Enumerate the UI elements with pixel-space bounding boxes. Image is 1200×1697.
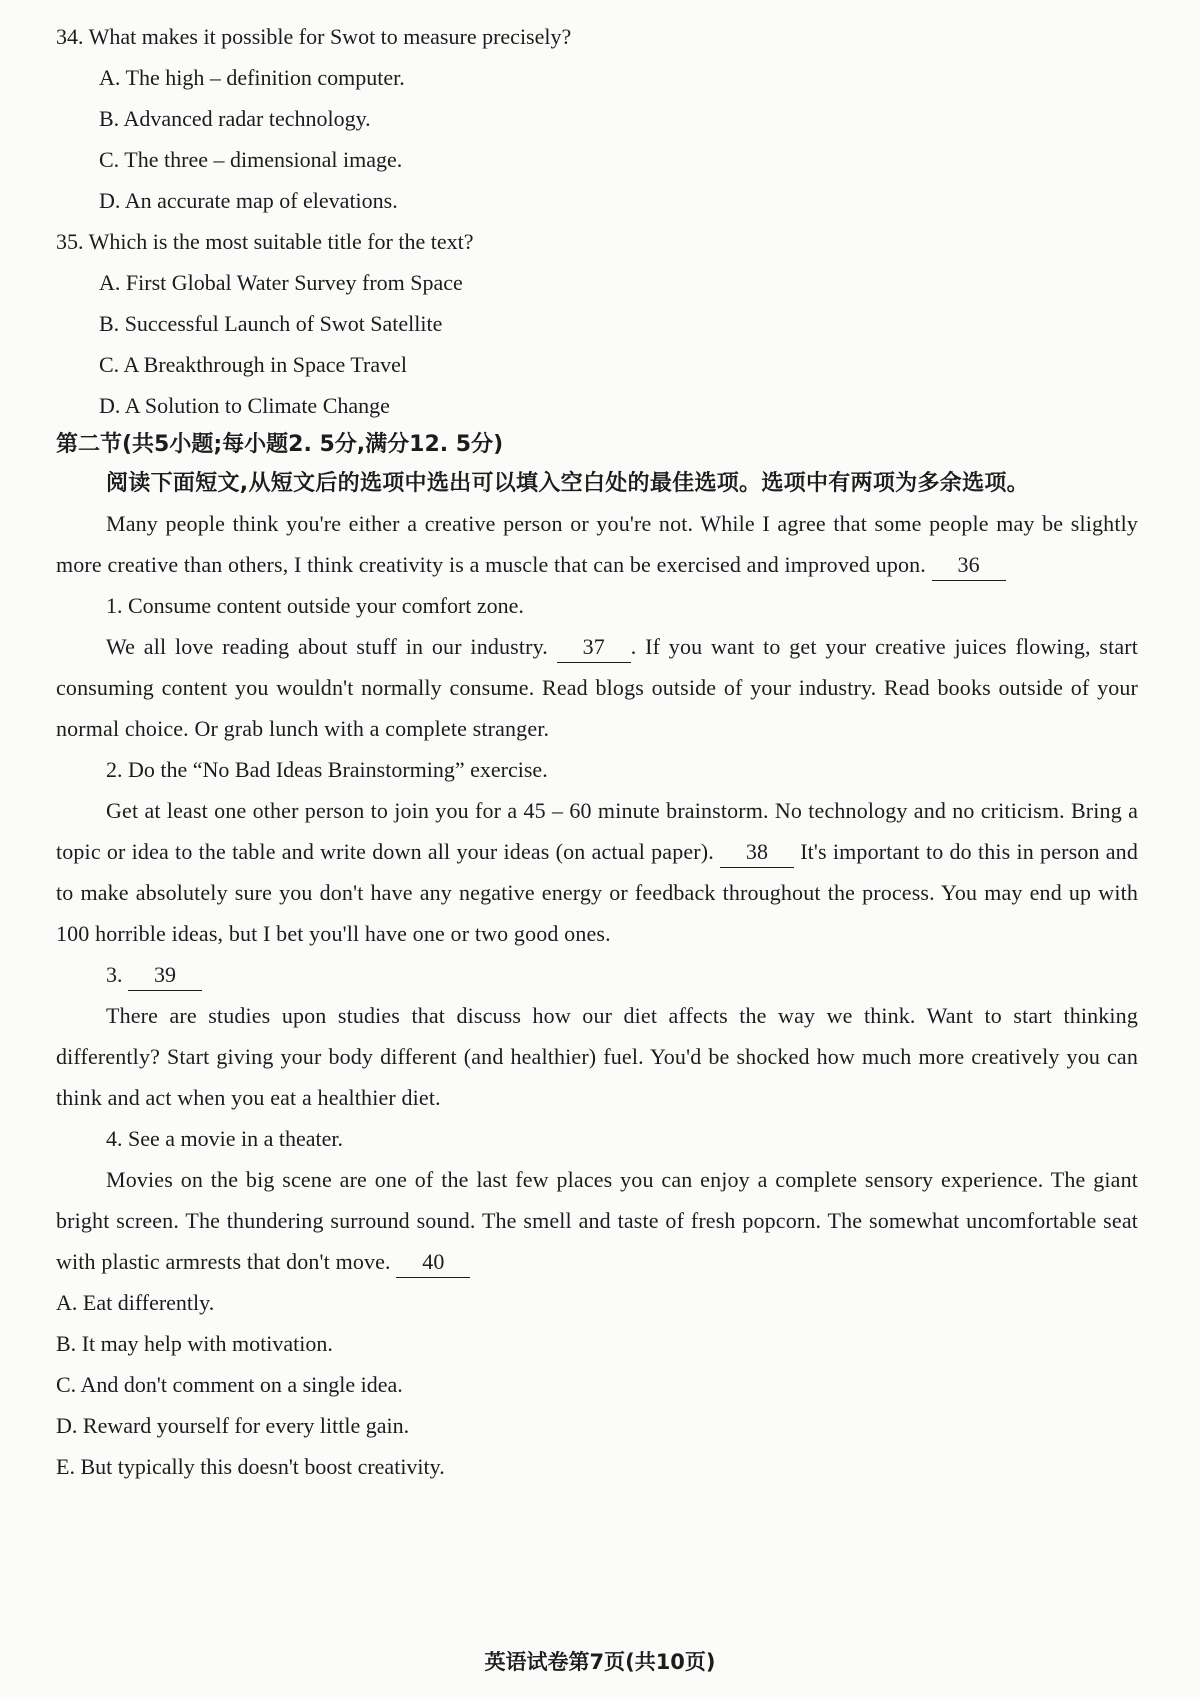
- tip-2-paragraph: [56, 790, 1138, 954]
- option-d: [56, 385, 1138, 426]
- tip-4-paragraph: [56, 1159, 1138, 1282]
- option-c: [56, 344, 1138, 385]
- option-letter: B.: [99, 311, 120, 336]
- page-footer: 英语试卷第7页(共10页): [484, 1650, 716, 1674]
- choice-text: Reward yourself for every little gain.: [82, 1413, 410, 1438]
- option-text: A Solution to Climate Change: [124, 393, 390, 418]
- question-stem: [56, 221, 1138, 262]
- blank-38: 38: [720, 837, 794, 868]
- page-content: [56, 16, 1138, 1487]
- question-text: What makes it possible for Swot to measure precisely?: [88, 24, 572, 49]
- question-stem: [56, 16, 1138, 57]
- section-instruction: 阅读下面短文,从短文后的选项中选出可以填入空白处的最佳选项。选项中有两项为多余选项。: [106, 471, 1029, 496]
- choice-e: [56, 1446, 1138, 1487]
- choice-letter: D.: [56, 1413, 78, 1438]
- tip-1-heading: 1. Consume content outside your comfort zone.: [106, 593, 524, 618]
- question-number: 34.: [56, 24, 84, 49]
- option-b: [56, 98, 1138, 139]
- option-a: [56, 262, 1138, 303]
- question-34: [56, 16, 1138, 221]
- option-c: [56, 139, 1138, 180]
- blank-37: 37: [557, 632, 631, 663]
- question-35: [56, 221, 1138, 426]
- option-letter: C.: [99, 352, 120, 377]
- paragraph-text: We all love reading about stuff in our industry.: [106, 634, 548, 659]
- choice-letter: E.: [56, 1454, 75, 1479]
- tip-3-heading: [56, 954, 1138, 995]
- paragraph-text: Many people think you're either a creative person or you're not. While I agree that some people may be slightly more creative than others, I think creativity is a muscle that can be exercised and improved upon.: [56, 511, 1138, 577]
- option-letter: D.: [99, 188, 121, 213]
- option-text: An accurate map of elevations.: [124, 188, 398, 213]
- tip-number: 3.: [106, 962, 123, 987]
- paragraph-text: Movies on the big scene are one of the last few places you can enjoy a complete sensory experience. The giant bright screen. The thundering surround sound. The smell and taste of fresh popcorn. The somewhat uncomfortable seat with plastic armrests that don't move.: [56, 1167, 1138, 1274]
- blank-40: 40: [396, 1247, 470, 1278]
- choice-letter: A.: [56, 1290, 78, 1315]
- option-d: [56, 180, 1138, 221]
- cloze-passage: [56, 503, 1138, 1282]
- blank-39: 39: [128, 960, 202, 991]
- option-text: The three – dimensional image.: [124, 147, 403, 172]
- option-letter: A.: [99, 270, 121, 295]
- choice-d: [56, 1405, 1138, 1446]
- option-letter: B.: [99, 106, 120, 131]
- choice-letter: B.: [56, 1331, 77, 1356]
- option-b: [56, 303, 1138, 344]
- option-letter: D.: [99, 393, 121, 418]
- question-number: 35.: [56, 229, 84, 254]
- choice-text: Eat differently.: [82, 1290, 215, 1315]
- option-letter: C.: [99, 147, 120, 172]
- choice-letter: C.: [56, 1372, 77, 1397]
- choice-a: [56, 1282, 1138, 1323]
- choice-b: [56, 1323, 1138, 1364]
- section-heading: 第二节(共5小题;每小题2. 5分,满分12. 5分): [56, 432, 504, 457]
- tip-4-heading: 4. See a movie in a theater.: [106, 1126, 344, 1151]
- option-text: The high – definition computer.: [125, 65, 405, 90]
- blank-36: 36: [932, 550, 1006, 581]
- paragraph-text: Get at least one other person to join you for a 45 – 60 minute brainstorm. No technology and no criticism. Bring a topic or idea to the table and write down all your ideas (on actual paper).: [56, 798, 1138, 864]
- option-text: Successful Launch of Swot Satellite: [124, 311, 443, 336]
- choice-c: [56, 1364, 1138, 1405]
- option-a: [56, 57, 1138, 98]
- option-letter: A.: [99, 65, 121, 90]
- passage-intro: [56, 503, 1138, 585]
- choice-text: But typically this doesn't boost creativity.: [80, 1454, 445, 1479]
- tip-1-paragraph: [56, 626, 1138, 749]
- choice-list: [56, 1282, 1138, 1487]
- option-text: Advanced radar technology.: [123, 106, 371, 131]
- paragraph-text: It's important to do this in person and to make absolutely sure you don't have any negative energy or feedback throughout the process. You may end up with 100 horrible ideas, but I bet you'll have one or two good ones.: [56, 839, 1138, 946]
- paragraph-text: . If you want to get your creative juices flowing, start consuming content you wouldn't normally consume. Read blogs outside of your industry. Read books outside of your normal choice. Or grab lunch with a complete stranger.: [56, 634, 1139, 741]
- choice-text: It may help with motivation.: [81, 1331, 333, 1356]
- tip-3-paragraph: There are studies upon studies that discuss how our diet affects the way we think. Want to start thinking differently? Start giving your body different (and healthier) fuel. You'd be shocked how much more creatively you can think and act when you eat a healthier diet.: [56, 1003, 1138, 1110]
- question-text: Which is the most suitable title for the text?: [88, 229, 474, 254]
- option-text: First Global Water Survey from Space: [125, 270, 463, 295]
- tip-2-heading: 2. Do the “No Bad Ideas Brainstorming” exercise.: [106, 757, 548, 782]
- option-text: A Breakthrough in Space Travel: [123, 352, 408, 377]
- choice-text: And don't comment on a single idea.: [80, 1372, 403, 1397]
